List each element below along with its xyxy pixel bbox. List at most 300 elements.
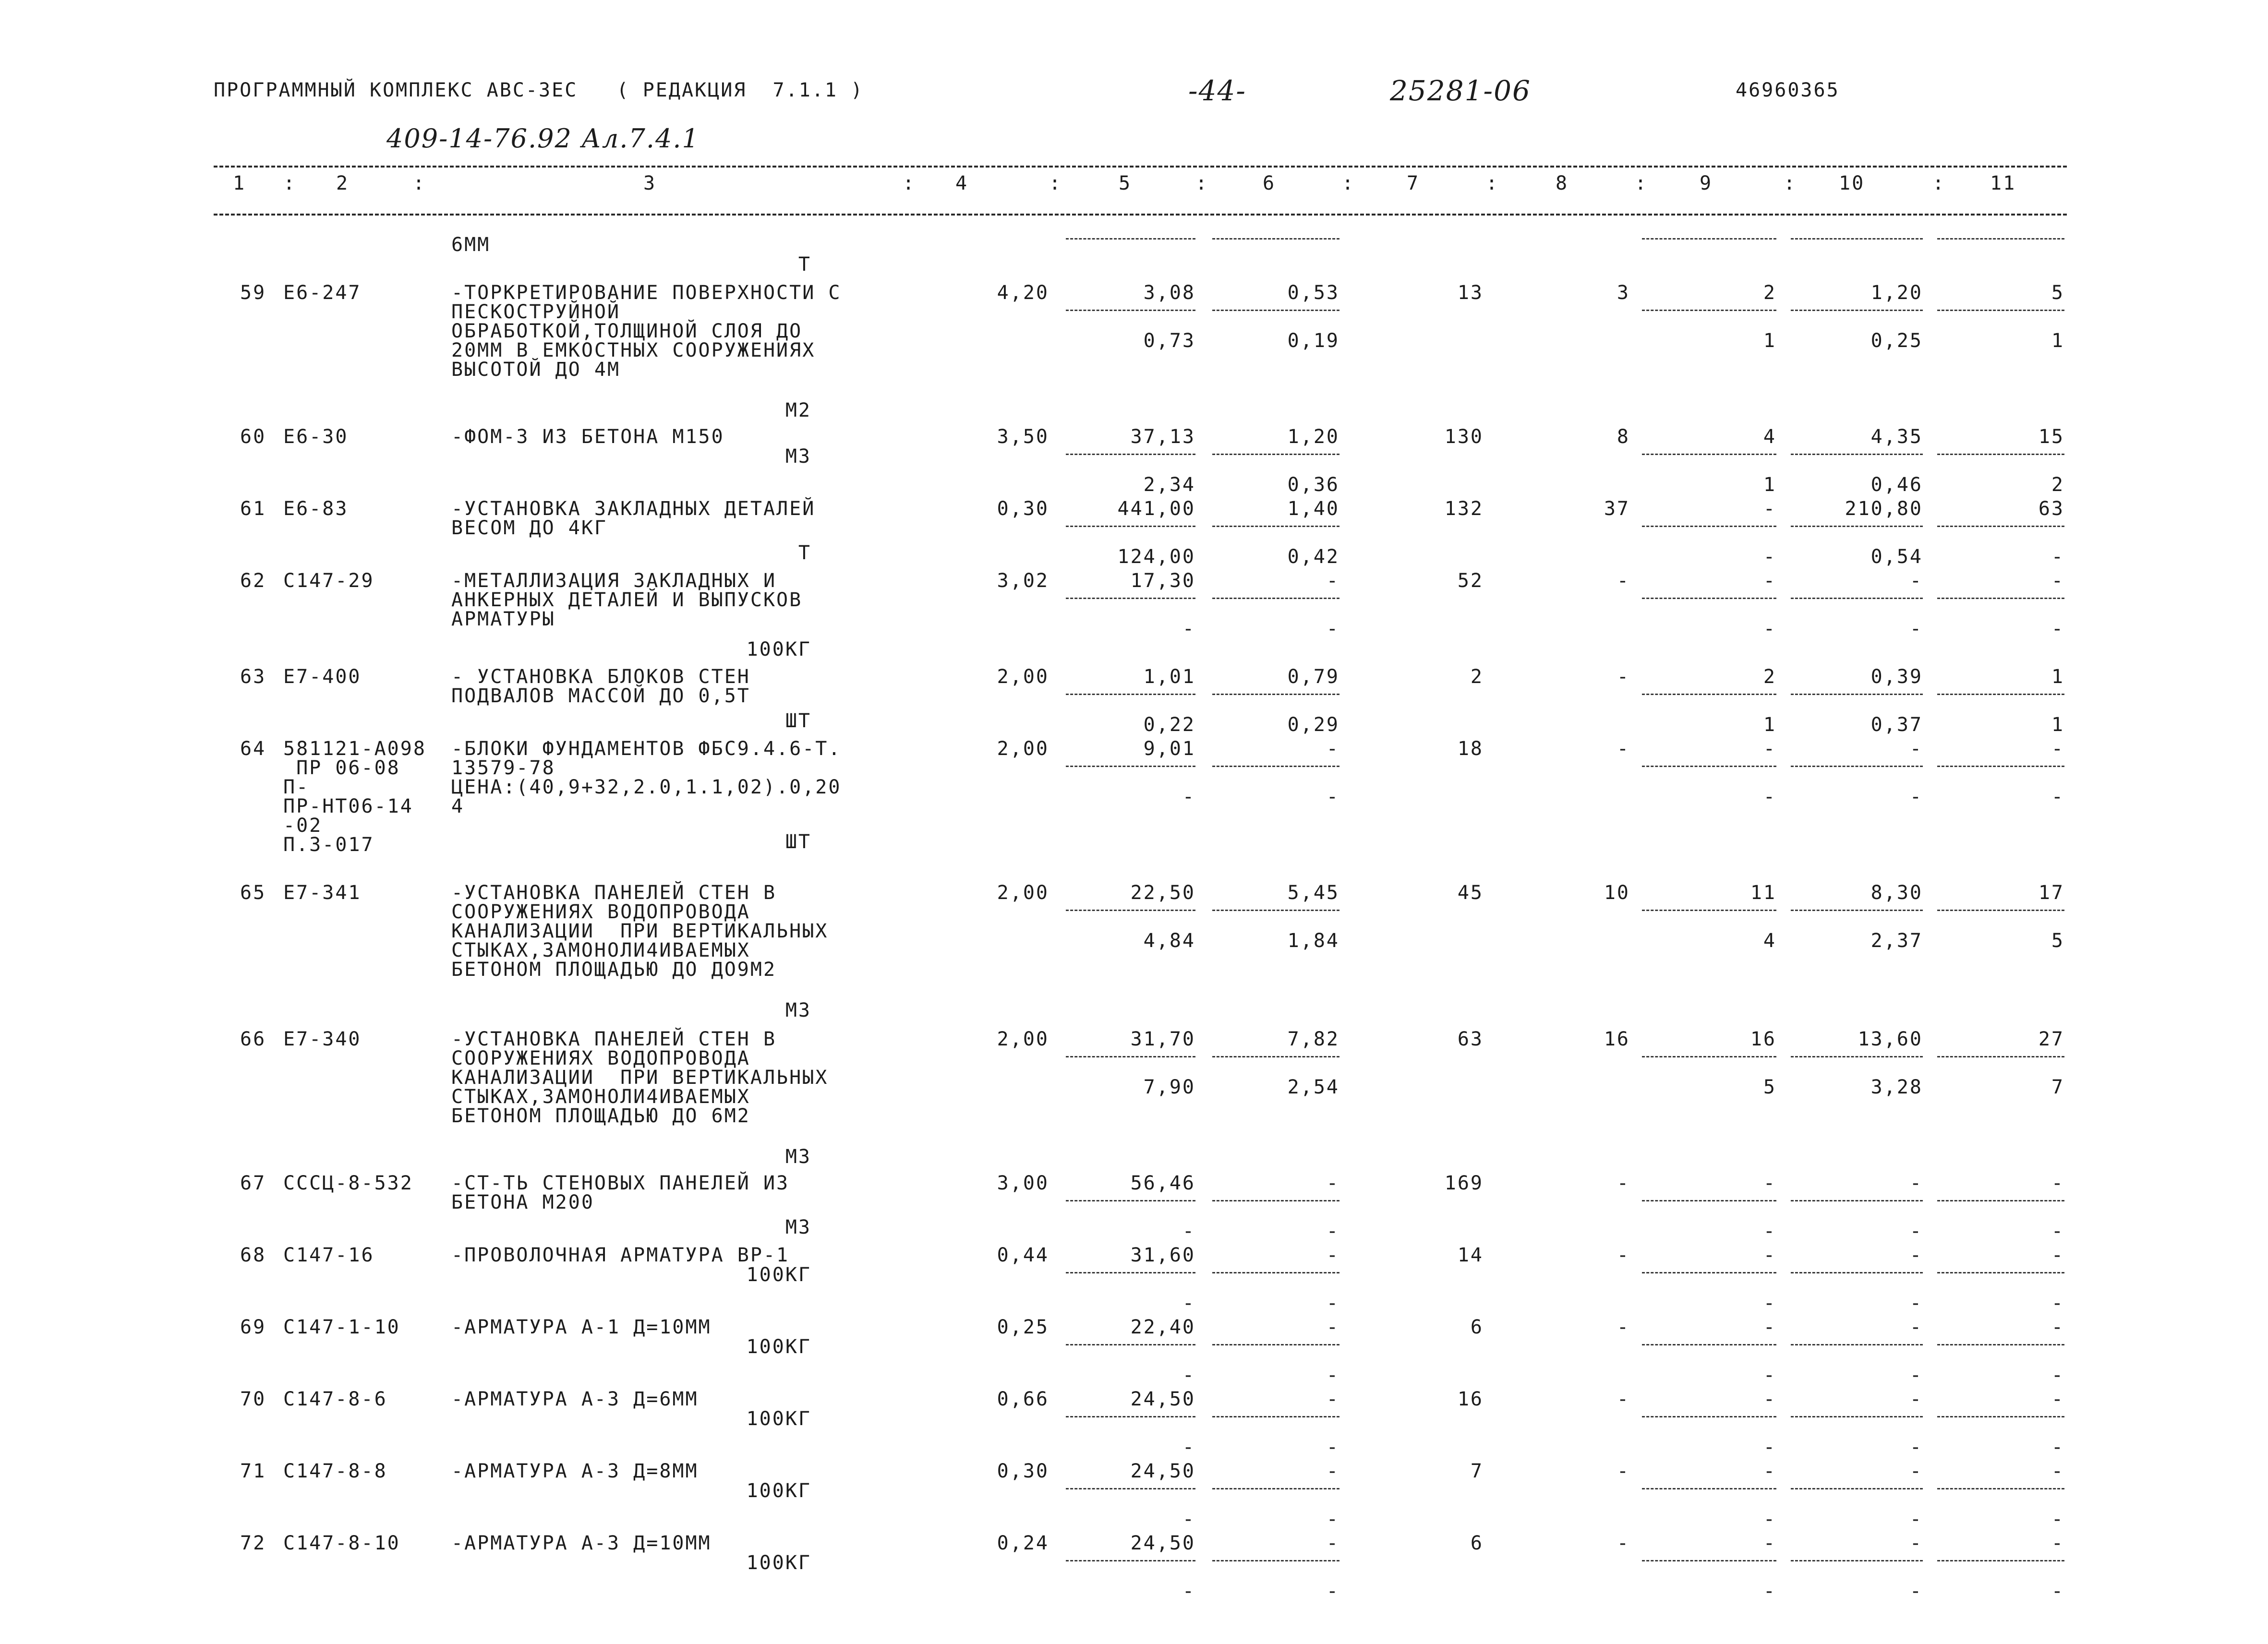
second-value-col-11: 1 <box>2051 330 2064 352</box>
second-value-col-6: - <box>1326 1220 1339 1242</box>
item-description: -АРМАТУРА А-1 Д=10ММ <box>451 1316 712 1338</box>
value-col-11: - <box>2051 1460 2064 1482</box>
item-description: -АРМАТУРА А-3 Д=6ММ <box>451 1388 699 1410</box>
value-col-4: 2,00 <box>997 882 1049 904</box>
second-value-col-11: - <box>2051 1580 2064 1602</box>
value-col-8: - <box>1617 1316 1630 1338</box>
item-code: С147-8-6 <box>283 1388 387 1410</box>
cell-divider <box>1212 454 1339 455</box>
header-separator: : <box>1049 172 1062 194</box>
cell-divider <box>1212 1056 1339 1057</box>
cell-divider <box>1066 694 1195 695</box>
value-col-9: - <box>1763 1244 1776 1266</box>
cell-divider <box>1642 598 1776 599</box>
column-header-2: 2 <box>336 172 350 194</box>
item-description: -УСТАНОВКА ЗАКЛАДНЫХ ДЕТАЛЕЙ ВЕСОМ ДО 4КГ <box>451 498 816 539</box>
row-number: 63 <box>240 666 266 688</box>
cell-divider <box>1212 526 1339 527</box>
value-col-11: - <box>2051 738 2064 760</box>
row-number: 72 <box>240 1532 266 1554</box>
second-value-col-10: - <box>1909 1436 1923 1458</box>
row-number: 62 <box>240 570 266 592</box>
cell-divider <box>1791 526 1923 527</box>
value-col-4: 0,44 <box>997 1244 1049 1266</box>
item-code: Е7-400 <box>283 666 362 688</box>
item-description: -ФОМ-3 ИЗ БЕТОНА М150 <box>451 426 724 448</box>
value-col-4: 2,00 <box>997 666 1049 688</box>
value-col-5: 3,08 <box>1143 282 1195 304</box>
second-value-col-10: 0,25 <box>1870 330 1923 352</box>
column-header-6: 6 <box>1263 172 1276 194</box>
second-value-col-11: - <box>2051 546 2064 568</box>
value-col-6: - <box>1326 1388 1339 1410</box>
row-number: 68 <box>240 1244 266 1266</box>
second-value-col-9: - <box>1763 1220 1776 1242</box>
cell-divider <box>1791 1560 1923 1561</box>
value-col-7: 52 <box>1457 570 1484 592</box>
second-value-col-11: - <box>2051 1220 2064 1242</box>
second-value-col-10: 3,28 <box>1870 1076 1923 1098</box>
value-col-5: 22,50 <box>1130 882 1195 904</box>
value-col-8: - <box>1617 1388 1630 1410</box>
cell-divider <box>1642 1488 1776 1489</box>
cell-divider <box>1937 766 2064 767</box>
second-value-col-9: - <box>1763 1436 1776 1458</box>
cell-divider <box>1642 910 1776 911</box>
item-description: -АРМАТУРА А-3 Д=10ММ <box>451 1532 712 1554</box>
page-number: -44- <box>1188 74 1246 107</box>
value-col-5: 24,50 <box>1130 1460 1195 1482</box>
row-number: 59 <box>240 282 266 304</box>
value-col-5: 56,46 <box>1130 1172 1195 1194</box>
value-col-9: - <box>1763 1172 1776 1194</box>
cell-divider <box>1212 1488 1339 1489</box>
value-col-6: - <box>1326 1244 1339 1266</box>
second-value-col-6: - <box>1326 786 1339 808</box>
program-title: ПРОГРАММНЫЙ КОМПЛЕКС АВС-3ЕС ( РЕДАКЦИЯ 7.1.1 ) <box>214 79 864 101</box>
value-col-10: - <box>1909 738 1923 760</box>
row-number: 69 <box>240 1316 266 1338</box>
header-separator: : <box>1932 172 1946 194</box>
value-col-6: - <box>1326 1172 1339 1194</box>
value-col-10: - <box>1909 1316 1923 1338</box>
cell-divider <box>1066 598 1195 599</box>
cell-divider <box>1212 1272 1339 1273</box>
column-header-4: 4 <box>955 172 969 194</box>
cell-divider <box>1642 1416 1776 1417</box>
cell-divider <box>1937 1560 2064 1561</box>
value-col-5: 24,50 <box>1130 1532 1195 1554</box>
handwritten-code: 25281-06 <box>1390 74 1531 107</box>
value-col-9: - <box>1763 570 1776 592</box>
second-value-col-9: 1 <box>1763 330 1776 352</box>
second-value-col-11: - <box>2051 1508 2064 1530</box>
value-col-8: 10 <box>1604 882 1630 904</box>
value-col-9: - <box>1763 1532 1776 1554</box>
cell-divider <box>1212 694 1339 695</box>
column-header-3: 3 <box>643 172 657 194</box>
item-unit: М3 <box>785 999 811 1021</box>
second-value-col-10: - <box>1909 1364 1923 1386</box>
value-col-11: 63 <box>2038 498 2064 520</box>
cell-divider <box>1066 1344 1195 1345</box>
value-col-5: 9,01 <box>1143 738 1195 760</box>
second-value-col-5: 7,90 <box>1143 1076 1195 1098</box>
value-col-9: 2 <box>1763 666 1776 688</box>
value-col-10: 13,60 <box>1858 1028 1923 1050</box>
value-col-11: - <box>2051 1532 2064 1554</box>
cell-divider <box>1937 1272 2064 1273</box>
item-description: -СТ-ТЬ СТЕНОВЫХ ПАНЕЛЕЙ ИЗ БЕТОНА М200 <box>451 1172 790 1213</box>
value-col-11: 1 <box>2051 666 2064 688</box>
second-value-col-11: - <box>2051 1436 2064 1458</box>
handwritten-reference: 409-14-76.92 Ал.7.4.1 <box>386 123 700 154</box>
cell-divider <box>1791 766 1923 767</box>
column-header-10: 10 <box>1839 172 1865 194</box>
item-code: Е7-340 <box>283 1028 362 1050</box>
value-col-8: - <box>1617 738 1630 760</box>
value-col-10: - <box>1909 570 1923 592</box>
second-value-col-9: - <box>1763 1508 1776 1530</box>
second-value-col-9: - <box>1763 546 1776 568</box>
cell-divider <box>1066 1200 1195 1201</box>
cell-divider <box>1937 1200 2064 1201</box>
value-col-4: 3,00 <box>997 1172 1049 1194</box>
header-separator: : <box>1342 172 1355 194</box>
value-col-11: - <box>2051 1172 2064 1194</box>
cell-divider <box>1066 454 1195 455</box>
value-col-4: 3,02 <box>997 570 1049 592</box>
column-header-9: 9 <box>1700 172 1713 194</box>
row-number: 61 <box>240 498 266 520</box>
value-col-7: 2 <box>1470 666 1484 688</box>
row-number: 71 <box>240 1460 266 1482</box>
value-col-4: 2,00 <box>997 1028 1049 1050</box>
item-description: 6ММ <box>451 234 491 256</box>
item-unit: 100КГ <box>746 1480 811 1502</box>
cell-divider <box>1937 526 2064 527</box>
second-value-col-11: - <box>2051 1292 2064 1314</box>
cell-divider <box>1642 766 1776 767</box>
cell-divider <box>1642 526 1776 527</box>
cell-divider <box>1642 1272 1776 1273</box>
item-unit: 100КГ <box>746 1408 811 1430</box>
second-value-col-6: 0,42 <box>1287 546 1339 568</box>
cell-divider <box>1937 910 2064 911</box>
value-col-8: - <box>1617 1460 1630 1482</box>
value-col-8: - <box>1617 1172 1630 1194</box>
column-header-11: 11 <box>1990 172 2016 194</box>
item-code: С147-29 <box>283 570 374 592</box>
value-col-7: 14 <box>1457 1244 1484 1266</box>
value-col-10: 210,80 <box>1845 498 1923 520</box>
value-col-6: - <box>1326 570 1339 592</box>
value-col-5: 1,01 <box>1143 666 1195 688</box>
cell-divider <box>1937 1416 2064 1417</box>
value-col-6: 5,45 <box>1287 882 1339 904</box>
header-bottom-rule <box>214 214 2067 216</box>
cell-divider <box>1791 598 1923 599</box>
cell-divider <box>1642 1056 1776 1057</box>
value-col-10: 0,39 <box>1870 666 1923 688</box>
header-separator: : <box>413 172 426 194</box>
value-col-6: - <box>1326 1460 1339 1482</box>
value-col-6: - <box>1326 738 1339 760</box>
second-value-col-6: 1,84 <box>1287 930 1339 952</box>
value-col-4: 0,30 <box>997 1460 1049 1482</box>
value-col-9: - <box>1763 498 1776 520</box>
row-number: 60 <box>240 426 266 448</box>
second-value-col-10: - <box>1909 618 1923 640</box>
second-value-col-6: 0,29 <box>1287 714 1339 736</box>
item-code: 581121-А098 ПР 06-08 П- ПР-НТ06-14 -02 П.3-017 <box>283 738 426 856</box>
cell-divider <box>1937 238 2064 240</box>
cell-divider <box>1791 1344 1923 1345</box>
value-col-6: 1,40 <box>1287 498 1339 520</box>
second-value-col-11: 7 <box>2051 1076 2064 1098</box>
second-value-col-11: - <box>2051 786 2064 808</box>
value-col-8: 8 <box>1617 426 1630 448</box>
second-value-col-5: - <box>1182 1580 1195 1602</box>
second-value-col-10: - <box>1909 1580 1923 1602</box>
value-col-7: 13 <box>1457 282 1484 304</box>
value-col-7: 6 <box>1470 1316 1484 1338</box>
value-col-5: 24,50 <box>1130 1388 1195 1410</box>
value-col-8: - <box>1617 666 1630 688</box>
value-col-8: - <box>1617 1244 1630 1266</box>
document-number: 46960365 <box>1736 79 1840 101</box>
second-value-col-9: - <box>1763 786 1776 808</box>
value-col-8: 3 <box>1617 282 1630 304</box>
second-value-col-5: - <box>1182 1508 1195 1530</box>
value-col-11: - <box>2051 1316 2064 1338</box>
item-unit: М3 <box>785 1216 811 1238</box>
value-col-10: - <box>1909 1388 1923 1410</box>
value-col-7: 45 <box>1457 882 1484 904</box>
item-code: Е7-341 <box>283 882 362 904</box>
row-number: 65 <box>240 882 266 904</box>
second-value-col-5: - <box>1182 786 1195 808</box>
value-col-11: 27 <box>2038 1028 2064 1050</box>
value-col-9: - <box>1763 1388 1776 1410</box>
item-description: -УСТАНОВКА ПАНЕЛЕЙ СТЕН В СООРУЖЕНИЯХ ВОДОПРОВОДА КАНАЛИЗАЦИИ ПРИ ВЕРТИКАЛЬНЫХ СТЫКАХ,ЗАМОНОЛИ4ИВАЕМЫХ БЕТОНОМ ПЛОЩАДЬЮ ДО 6М2 <box>451 1028 829 1127</box>
cell-divider <box>1937 1056 2064 1057</box>
item-unit: Т <box>798 253 811 276</box>
value-col-4: 0,30 <box>997 498 1049 520</box>
cell-divider <box>1791 694 1923 695</box>
value-col-4: 4,20 <box>997 282 1049 304</box>
item-code: Е6-247 <box>283 282 362 304</box>
cell-divider <box>1642 1560 1776 1561</box>
second-value-col-5: - <box>1182 1292 1195 1314</box>
value-col-6: 0,53 <box>1287 282 1339 304</box>
header-separator: : <box>1784 172 1797 194</box>
item-description: -ПРОВОЛОЧНАЯ АРМАТУРА ВР-1 <box>451 1244 790 1266</box>
value-col-11: - <box>2051 1244 2064 1266</box>
item-unit: 100КГ <box>746 1552 811 1574</box>
value-col-10: 1,20 <box>1870 282 1923 304</box>
cell-divider <box>1066 1272 1195 1273</box>
value-col-9: - <box>1763 1460 1776 1482</box>
value-col-7: 130 <box>1444 426 1484 448</box>
column-header-8: 8 <box>1556 172 1569 194</box>
cell-divider <box>1791 910 1923 911</box>
item-unit: 100КГ <box>746 1336 811 1358</box>
second-value-col-5: 124,00 <box>1117 546 1195 568</box>
second-value-col-10: 0,46 <box>1870 474 1923 496</box>
value-col-9: 11 <box>1750 882 1776 904</box>
item-unit: М3 <box>785 1146 811 1168</box>
cell-divider <box>1791 454 1923 455</box>
value-col-9: - <box>1763 738 1776 760</box>
item-code: С147-8-10 <box>283 1532 400 1554</box>
header-separator: : <box>903 172 916 194</box>
value-col-5: 31,60 <box>1130 1244 1195 1266</box>
second-value-col-5: 2,34 <box>1143 474 1195 496</box>
item-unit: ШТ <box>785 831 811 853</box>
cell-divider <box>1066 1560 1195 1561</box>
column-header-1: 1 <box>233 172 246 194</box>
value-col-4: 0,66 <box>997 1388 1049 1410</box>
second-value-col-11: - <box>2051 618 2064 640</box>
cell-divider <box>1937 598 2064 599</box>
value-col-11: 5 <box>2051 282 2064 304</box>
cell-divider <box>1937 310 2064 311</box>
cell-divider <box>1066 766 1195 767</box>
second-value-col-10: - <box>1909 1292 1923 1314</box>
item-description: - УСТАНОВКА БЛОКОВ СТЕН ПОДВАЛОВ МАССОЙ ДО 0,5Т <box>451 666 750 707</box>
value-col-4: 0,25 <box>997 1316 1049 1338</box>
second-value-col-6: - <box>1326 618 1339 640</box>
item-unit: 100КГ <box>746 638 811 660</box>
cell-divider <box>1937 694 2064 695</box>
second-value-col-5: 0,22 <box>1143 714 1195 736</box>
value-col-10: 8,30 <box>1870 882 1923 904</box>
item-code: С147-1-10 <box>283 1316 400 1338</box>
second-value-col-6: 2,54 <box>1287 1076 1339 1098</box>
second-value-col-6: 0,19 <box>1287 330 1339 352</box>
header-separator: : <box>1635 172 1648 194</box>
second-value-col-6: - <box>1326 1580 1339 1602</box>
second-value-col-6: - <box>1326 1292 1339 1314</box>
value-col-8: 16 <box>1604 1028 1630 1050</box>
second-value-col-6: - <box>1326 1436 1339 1458</box>
cell-divider <box>1642 310 1776 311</box>
row-number: 67 <box>240 1172 266 1194</box>
second-value-col-11: 1 <box>2051 714 2064 736</box>
cell-divider <box>1212 1344 1339 1345</box>
second-value-col-5: 0,73 <box>1143 330 1195 352</box>
header-separator: : <box>1195 172 1209 194</box>
value-col-10: - <box>1909 1172 1923 1194</box>
value-col-6: 1,20 <box>1287 426 1339 448</box>
value-col-4: 3,50 <box>997 426 1049 448</box>
header-separator: : <box>283 172 297 194</box>
cell-divider <box>1066 526 1195 527</box>
value-col-7: 16 <box>1457 1388 1484 1410</box>
value-col-6: 7,82 <box>1287 1028 1339 1050</box>
cell-divider <box>1937 454 2064 455</box>
second-value-col-5: 4,84 <box>1143 930 1195 952</box>
item-code: С147-8-8 <box>283 1460 387 1482</box>
second-value-col-9: 1 <box>1763 714 1776 736</box>
value-col-9: 2 <box>1763 282 1776 304</box>
second-value-col-5: - <box>1182 1364 1195 1386</box>
cell-divider <box>1642 1200 1776 1201</box>
value-col-4: 2,00 <box>997 738 1049 760</box>
value-col-7: 169 <box>1444 1172 1484 1194</box>
item-code: Е6-30 <box>283 426 349 448</box>
column-header-5: 5 <box>1119 172 1132 194</box>
item-description: -ТОРКРЕТИРОВАНИЕ ПОВЕРХНОСТИ С ПЕСКОСТРУЙНОЙ ОБРАБОТКОЙ,ТОЛЩИНОЙ СЛОЯ ДО 20ММ В ЕМКОСТНЫХ СООРУЖЕНИЯХ ВЫСОТОЙ ДО 4М <box>451 282 842 381</box>
value-col-11: - <box>2051 1388 2064 1410</box>
cell-divider <box>1212 238 1339 240</box>
value-col-7: 6 <box>1470 1532 1484 1554</box>
second-value-col-11: 5 <box>2051 930 2064 952</box>
column-header-7: 7 <box>1407 172 1420 194</box>
cell-divider <box>1937 1488 2064 1489</box>
value-col-9: 16 <box>1750 1028 1776 1050</box>
cell-divider <box>1212 766 1339 767</box>
item-code: Е6-83 <box>283 498 349 520</box>
value-col-5: 441,00 <box>1117 498 1195 520</box>
item-description: -УСТАНОВКА ПАНЕЛЕЙ СТЕН В СООРУЖЕНИЯХ ВОДОПРОВОДА КАНАЛИЗАЦИИ ПРИ ВЕРТИКАЛЬНЫХ СТЫКАХ,ЗАМОНОЛИ4ИВАЕМЫХ БЕТОНОМ ПЛОЩАДЬЮ ДО ДО9М2 <box>451 882 829 981</box>
value-col-6: - <box>1326 1532 1339 1554</box>
item-unit: М3 <box>785 445 811 468</box>
value-col-5: 31,70 <box>1130 1028 1195 1050</box>
value-col-9: - <box>1763 1316 1776 1338</box>
value-col-11: - <box>2051 570 2064 592</box>
row-number: 70 <box>240 1388 266 1410</box>
item-description: -БЛОКИ ФУНДАМЕНТОВ ФБС9.4.6-Т. 13579-78 ЦЕНА:(40,9+32,2.0,1.1,02).0,20 4 <box>451 738 842 817</box>
value-col-6: - <box>1326 1316 1339 1338</box>
second-value-col-9: - <box>1763 1364 1776 1386</box>
value-col-8: - <box>1617 570 1630 592</box>
value-col-10: - <box>1909 1244 1923 1266</box>
cell-divider <box>1642 1344 1776 1345</box>
value-col-7: 18 <box>1457 738 1484 760</box>
cell-divider <box>1642 694 1776 695</box>
second-value-col-9: - <box>1763 1580 1776 1602</box>
value-col-8: - <box>1617 1532 1630 1554</box>
second-value-col-10: - <box>1909 1508 1923 1530</box>
second-value-col-5: - <box>1182 1220 1195 1242</box>
item-code: СССЦ-8-532 <box>283 1172 413 1194</box>
value-col-9: 4 <box>1763 426 1776 448</box>
cell-divider <box>1791 1056 1923 1057</box>
cell-divider <box>1066 238 1195 240</box>
second-value-col-9: - <box>1763 1292 1776 1314</box>
second-value-col-9: 1 <box>1763 474 1776 496</box>
cell-divider <box>1791 1200 1923 1201</box>
cell-divider <box>1212 598 1339 599</box>
value-col-8: 37 <box>1604 498 1630 520</box>
item-description: -АРМАТУРА А-3 Д=8ММ <box>451 1460 699 1482</box>
cell-divider <box>1212 1560 1339 1561</box>
row-number: 66 <box>240 1028 266 1050</box>
cell-divider <box>1212 310 1339 311</box>
second-value-col-9: - <box>1763 618 1776 640</box>
cell-divider <box>1212 910 1339 911</box>
value-col-7: 132 <box>1444 498 1484 520</box>
second-value-col-6: - <box>1326 1364 1339 1386</box>
second-value-col-10: 2,37 <box>1870 930 1923 952</box>
item-unit: Т <box>798 542 811 564</box>
second-value-col-11: - <box>2051 1364 2064 1386</box>
second-value-col-10: - <box>1909 786 1923 808</box>
value-col-10: - <box>1909 1460 1923 1482</box>
second-value-col-5: - <box>1182 618 1195 640</box>
